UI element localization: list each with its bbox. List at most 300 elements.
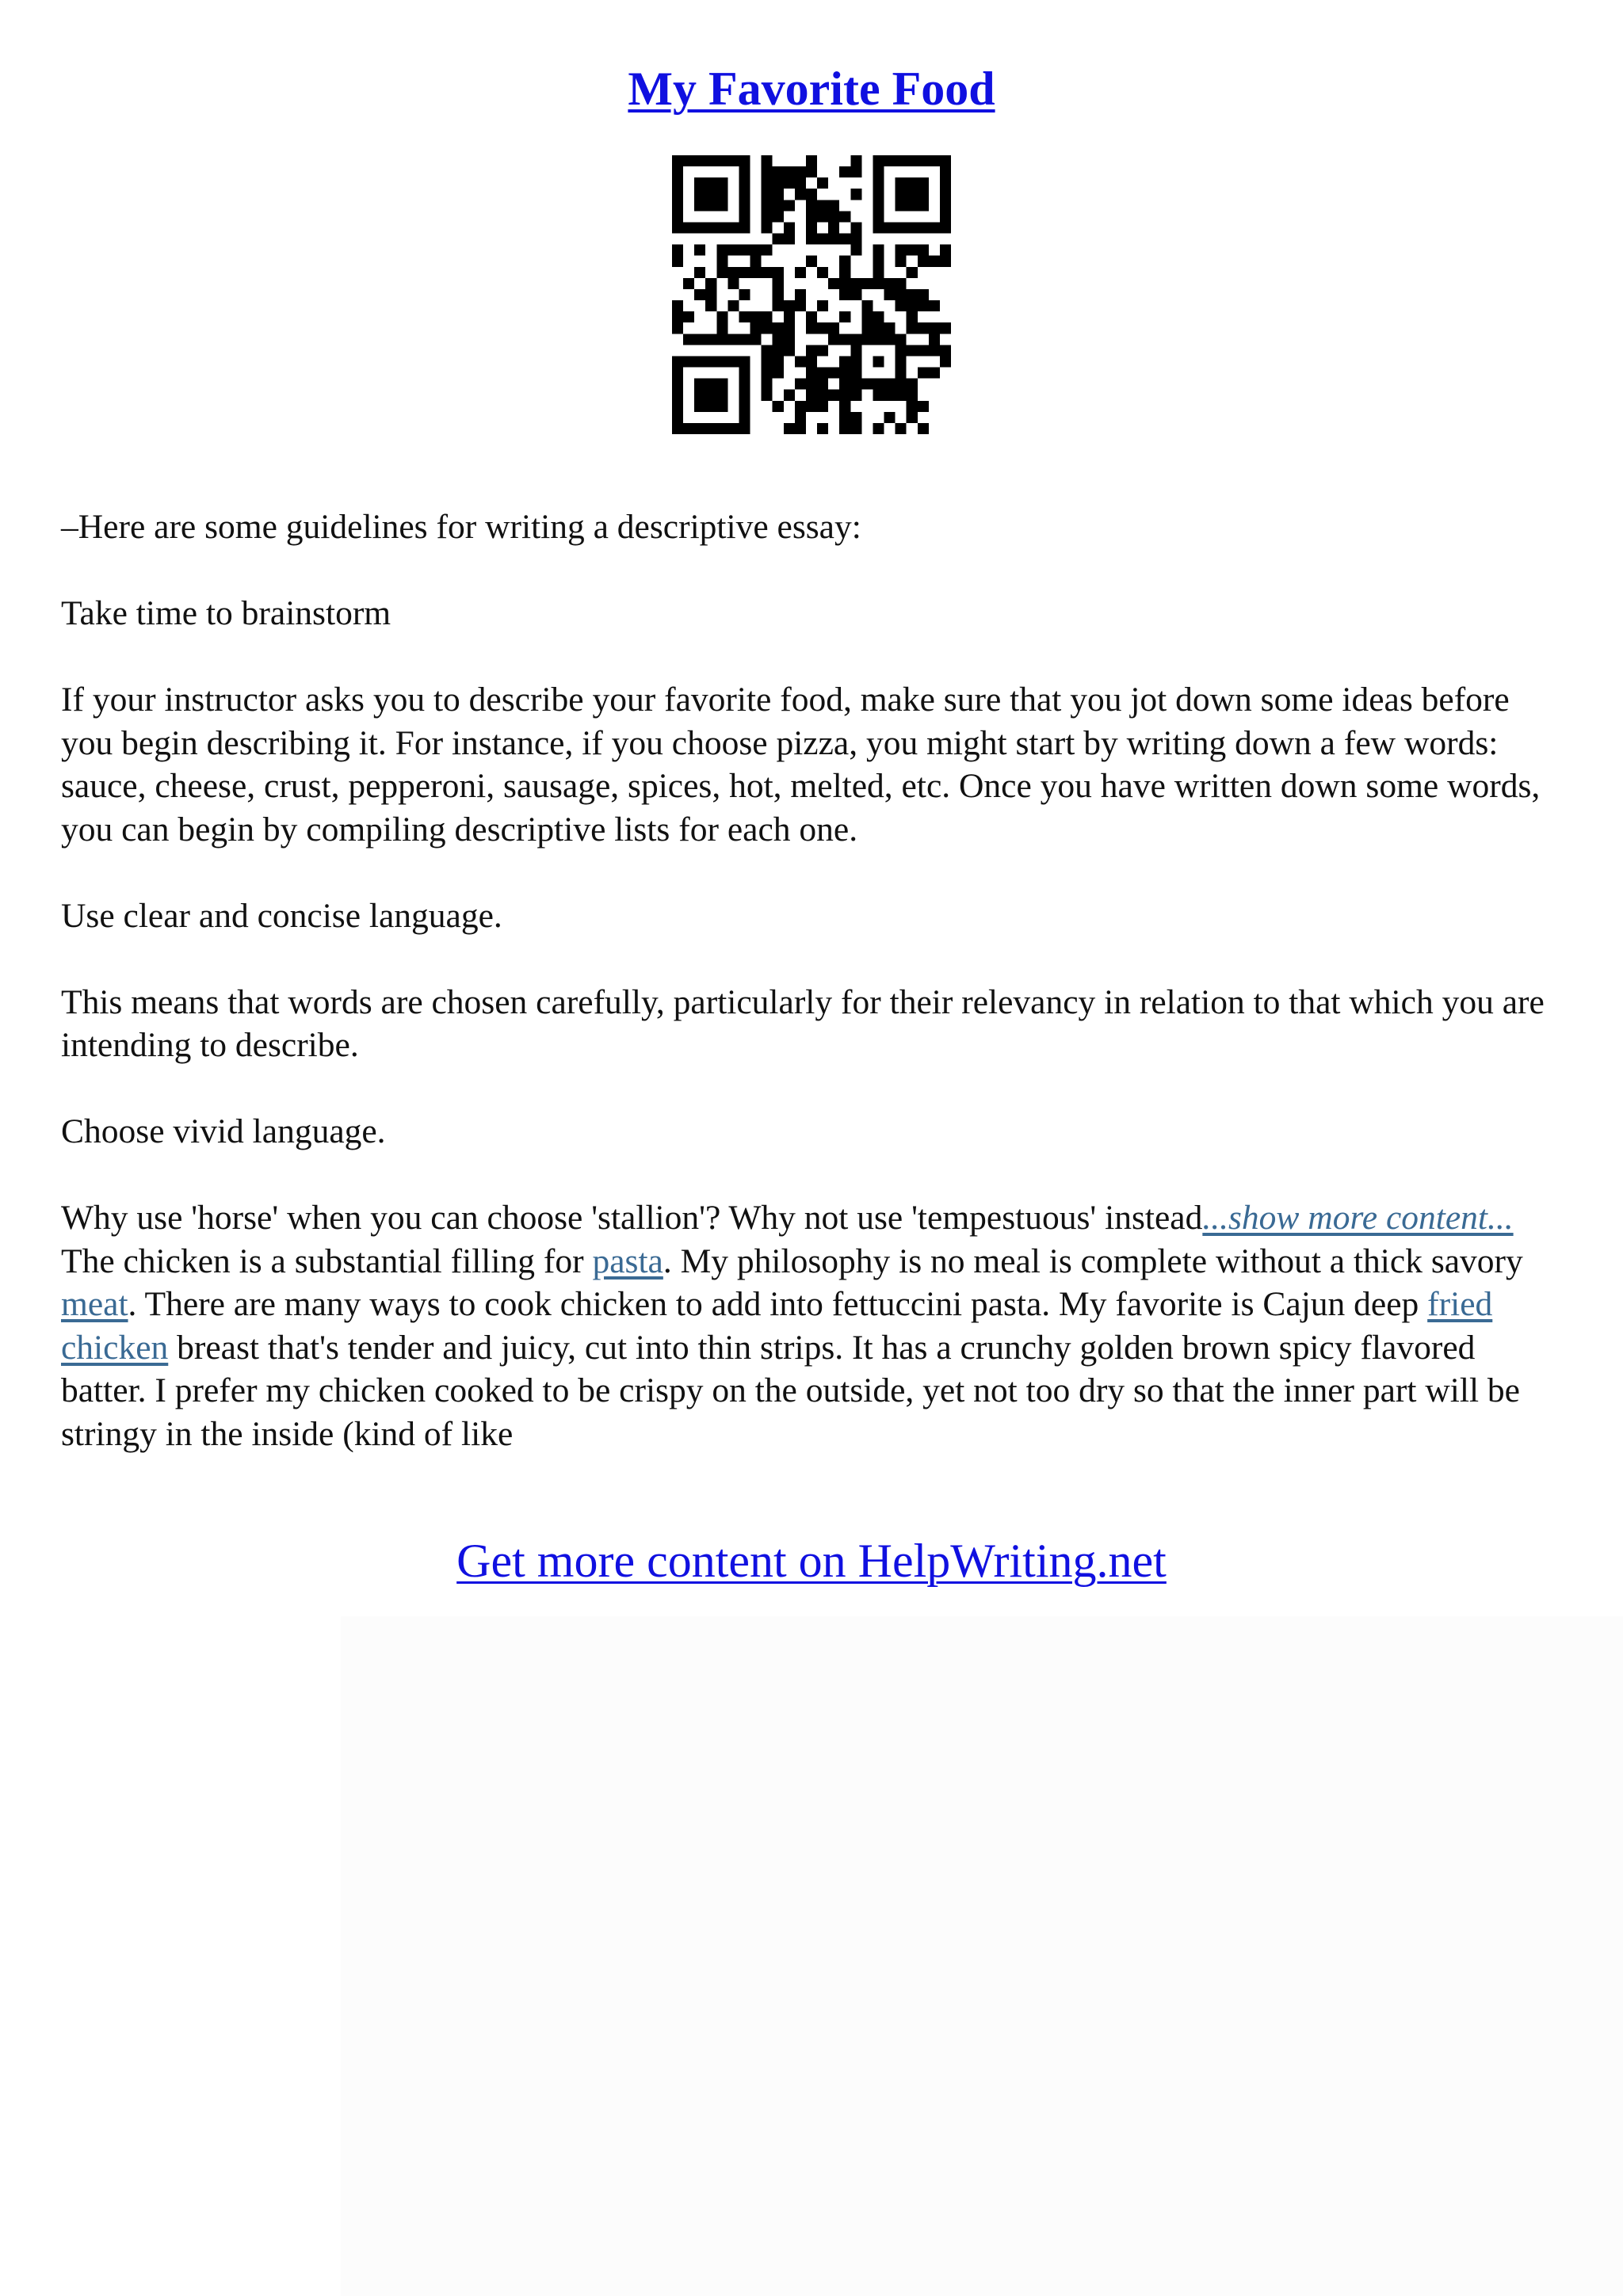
qr-module [705,222,716,233]
qr-module [896,177,907,189]
qr-module [896,379,907,390]
qr-module [907,345,918,356]
qr-module [773,322,784,334]
qr-module [940,200,951,211]
qr-module [850,412,861,423]
qr-module [784,322,795,334]
qr-module [839,256,850,267]
qr-module [806,222,817,233]
qr-module [784,345,795,356]
qr-module [828,278,839,289]
qr-module [683,423,694,434]
qr-module [762,189,773,200]
qr-module [940,177,951,189]
helpwriting-link[interactable]: Get more content on HelpWriting.net [456,1535,1167,1587]
qr-module [907,322,918,334]
qr-module [907,390,918,401]
qr-module [806,356,817,367]
qr-module [716,267,727,278]
qr-module [896,289,907,300]
qr-module [672,401,683,412]
qr-module [705,278,716,289]
qr-module [896,222,907,233]
qr-module [773,278,784,289]
heading-clear-language: Use clear and concise language. [61,896,502,935]
heading-vivid-language: Choose vivid language. [61,1112,386,1150]
qr-module [896,356,907,367]
qr-module [750,311,762,322]
qr-module [739,222,750,233]
qr-module [762,166,773,177]
qr-module [873,222,884,233]
qr-module [918,423,929,434]
qr-module [918,368,929,379]
qr-module [672,177,683,189]
qr-module [750,245,762,256]
qr-module [727,155,739,166]
qr-module [672,189,683,200]
qr-module [750,267,762,278]
qr-module [839,334,850,345]
qr-module [739,177,750,189]
qr-module [861,379,873,390]
qr-module [806,166,817,177]
qr-module [672,379,683,390]
qr-module [873,177,884,189]
qr-module [817,423,828,434]
qr-module [683,222,694,233]
show-more-link[interactable]: ...show more content... [1202,1199,1514,1237]
pasta-link[interactable]: pasta [592,1241,663,1280]
qr-module [850,245,861,256]
qr-module [672,311,683,322]
qr-module [896,345,907,356]
qr-module [918,222,929,233]
qr-module [716,256,727,267]
qr-module [694,423,705,434]
qr-module [884,334,896,345]
qr-module [828,322,839,334]
qr-module [918,200,929,211]
qr-module [727,356,739,367]
qr-module [683,356,694,367]
qr-module [861,334,873,345]
qr-module [896,368,907,379]
qr-module [716,311,727,322]
qr-module [672,200,683,211]
qr-module [672,356,683,367]
chicken-text-1: The chicken is a substantial filling for [61,1241,593,1280]
qr-module [873,356,884,367]
qr-module [694,356,705,367]
qr-module [929,256,940,267]
brainstorm-paragraph: If your instructor asks you to describe your favorite food, make sure that you jot down some ideas before you begin describing it. For instance, if you choose pizza, you might start by writing down a few words: sauce, cheese, crust, pepperoni, sausage, spices, hot, melted, etc. Once you have written down some words, you can begin by compiling descriptive lists for each one. [61,681,1541,849]
qr-module [850,356,861,367]
qr-module [762,245,773,256]
qr-module [762,390,773,401]
qr-module [850,423,861,434]
qr-module [694,200,705,211]
qr-module [716,245,727,256]
qr-module [896,200,907,211]
qr-module [762,356,773,367]
qr-module [850,234,861,245]
qr-module [773,267,784,278]
qr-module [762,222,773,233]
qr-module [739,189,750,200]
qr-module [694,390,705,401]
qr-module [896,390,907,401]
qr-module [672,166,683,177]
qr-module [940,189,951,200]
qr-module [727,278,739,289]
qr-module [716,423,727,434]
qr-module [929,300,940,311]
qr-module [896,245,907,256]
qr-module [795,177,806,189]
qr-module [795,379,806,390]
qr-module [940,322,951,334]
qr-module [694,379,705,390]
qr-module [918,189,929,200]
qr-module [795,289,806,300]
qr-module [940,256,951,267]
qr-module [795,300,806,311]
qr-module [839,211,850,222]
qr-module [828,222,839,233]
qr-module [716,356,727,367]
qr-module [784,222,795,233]
qr-module [896,423,907,434]
qr-module [884,322,896,334]
qr-module [817,200,828,211]
qr-module [739,166,750,177]
qr-module [884,222,896,233]
qr-module [716,155,727,166]
qr-module [762,322,773,334]
qr-module [705,334,716,345]
qr-module [806,211,817,222]
qr-module [850,189,861,200]
qr-module [705,289,716,300]
qr-module [817,322,828,334]
qr-module [694,189,705,200]
qr-module [716,189,727,200]
qr-module [940,155,951,166]
article-body [61,505,1559,1455]
qr-module [784,300,795,311]
qr-module [784,177,795,189]
title-link[interactable]: My Favorite Food [628,63,995,115]
qr-module [940,245,951,256]
qr-module [694,267,705,278]
qr-module [773,234,784,245]
qr-module [705,300,716,311]
qr-module [850,155,861,166]
qr-module [896,278,907,289]
qr-module [672,368,683,379]
qr-module [716,379,727,390]
qr-module [784,334,795,345]
qr-module [727,300,739,311]
qr-module [929,222,940,233]
qr-module [850,289,861,300]
qr-module [694,177,705,189]
qr-module [806,401,817,412]
qr-module [873,278,884,289]
qr-module [907,189,918,200]
qr-module [806,256,817,267]
qr-module [873,322,884,334]
qr-module [773,211,784,222]
qr-module [762,200,773,211]
qr-module [940,356,951,367]
qr-module [683,278,694,289]
chicken-text-4: breast that's tender and juicy, cut into thin strips. It has a crunchy golden brown spicy flavored batter. I prefer my chicken cooked to be crispy on the outside, yet not too dry so that the inner part will be stringy in the inside (kind of like [61,1328,1520,1453]
qr-module [773,345,784,356]
qr-module [739,211,750,222]
qr-module [873,267,884,278]
qr-module [750,334,762,345]
qr-module [762,211,773,222]
qr-module [861,311,873,322]
qr-module [817,379,828,390]
qr-module [884,412,896,423]
qr-module [739,267,750,278]
qr-module [828,234,839,245]
chicken-text-3: . There are many ways to cook chicken to add into fettuccini pasta. My favorite is Cajun deep [128,1285,1428,1323]
qr-module [672,245,683,256]
qr-module [705,401,716,412]
qr-module [873,200,884,211]
qr-module [773,368,784,379]
qr-module [762,177,773,189]
qr-module [839,166,850,177]
qr-module [716,390,727,401]
qr-module [672,211,683,222]
qr-module [918,177,929,189]
qr-module [896,334,907,345]
qr-module [896,155,907,166]
qr-module [918,322,929,334]
qr-module [716,200,727,211]
qr-module [907,222,918,233]
qr-module [694,289,705,300]
qr-module [873,166,884,177]
qr-module [929,345,940,356]
qr-module [873,256,884,267]
qr-module [683,334,694,345]
qr-module [884,278,896,289]
page-shade [341,1616,1623,2296]
qr-module [817,401,828,412]
qr-module [828,334,839,345]
qr-module [896,189,907,200]
qr-module [839,368,850,379]
qr-module [795,423,806,434]
qr-module [839,390,850,401]
qr-module [907,177,918,189]
qr-module [817,177,828,189]
qr-module [716,177,727,189]
qr-module [762,267,773,278]
qr-module [795,356,806,367]
qr-module [750,256,762,267]
qr-module [739,245,750,256]
page-title [0,57,1623,120]
qr-module [694,401,705,412]
fried-chicken-link[interactable]: fried chicken [61,1285,1493,1367]
qr-module [918,300,929,311]
qr-module [705,189,716,200]
qr-module [817,211,828,222]
qr-module [828,368,839,379]
qr-module [739,334,750,345]
qr-module [762,379,773,390]
qr-code-icon [672,155,951,434]
qr-module [850,334,861,345]
qr-module [918,289,929,300]
qr-module [907,300,918,311]
qr-module [739,412,750,423]
qr-module [940,345,951,356]
qr-module [918,155,929,166]
qr-module [705,379,716,390]
qr-module [739,368,750,379]
qr-module [739,356,750,367]
qr-module [839,379,850,390]
vivid-language-text: Why use 'horse' when you can choose 'stallion'? Why not use 'tempestuous' instead [61,1199,1203,1237]
qr-module [672,155,683,166]
qr-module [940,211,951,222]
qr-module [705,155,716,166]
qr-module [873,189,884,200]
chicken-paragraph [61,1240,1559,1456]
qr-module [705,200,716,211]
qr-module [918,245,929,256]
qr-module [762,311,773,322]
qr-module [918,345,929,356]
qr-module [784,200,795,211]
qr-module [873,311,884,322]
qr-module [672,322,683,334]
qr-module [672,222,683,233]
qr-module [929,334,940,345]
qr-module [727,267,739,278]
qr-module [806,189,817,200]
qr-module [806,234,817,245]
qr-module [850,390,861,401]
qr-module [839,401,850,412]
qr-module [773,401,784,412]
qr-module [940,166,951,177]
qr-module [873,211,884,222]
qr-module [694,245,705,256]
qr-module [795,267,806,278]
qr-module [884,390,896,401]
qr-module [739,311,750,322]
qr-module [828,200,839,211]
qr-module [873,379,884,390]
qr-module [739,401,750,412]
qr-module [694,222,705,233]
qr-module [907,379,918,390]
qr-module [773,300,784,311]
qr-module [672,256,683,267]
qr-module [672,412,683,423]
qr-module [907,245,918,256]
qr-module [750,322,762,334]
qr-module [806,200,817,211]
qr-module [806,368,817,379]
qr-module [817,234,828,245]
qr-module [817,267,828,278]
qr-module [861,278,873,289]
qr-module [839,278,850,289]
qr-module [873,155,884,166]
qr-module [795,189,806,200]
qr-module [839,423,850,434]
qr-module [806,379,817,390]
qr-module [806,390,817,401]
qr-module [873,423,884,434]
qr-module [850,345,861,356]
qr-module [828,390,839,401]
qr-module [839,356,850,367]
qr-module [672,423,683,434]
meat-link[interactable]: meat [61,1285,128,1323]
qr-module [773,200,784,211]
qr-module [773,289,784,300]
qr-module [839,412,850,423]
qr-module [828,211,839,222]
qr-module [773,166,784,177]
qr-module [806,322,817,334]
qr-module [784,234,795,245]
qr-module [839,289,850,300]
qr-module [907,200,918,211]
qr-module [784,423,795,434]
qr-module [884,379,896,390]
qr-module [762,345,773,356]
qr-module [918,401,929,412]
qr-module [850,278,861,289]
qr-module [817,345,828,356]
vivid-language-paragraph [61,1196,1559,1240]
qr-module [762,155,773,166]
qr-module [940,222,951,233]
qr-module [727,334,739,345]
qr-module [716,222,727,233]
qr-module [739,423,750,434]
heading-brainstorm: Take time to brainstorm [61,594,391,632]
qr-module [873,245,884,256]
footer-cta [0,1529,1623,1592]
qr-module [929,155,940,166]
qr-module [694,334,705,345]
qr-module [817,300,828,311]
qr-module [850,368,861,379]
qr-module [739,390,750,401]
qr-module [784,311,795,322]
qr-module [884,155,896,166]
qr-module [839,234,850,245]
qr-module [694,155,705,166]
qr-module [839,311,850,322]
qr-module [817,368,828,379]
qr-module [795,166,806,177]
qr-module [817,390,828,401]
